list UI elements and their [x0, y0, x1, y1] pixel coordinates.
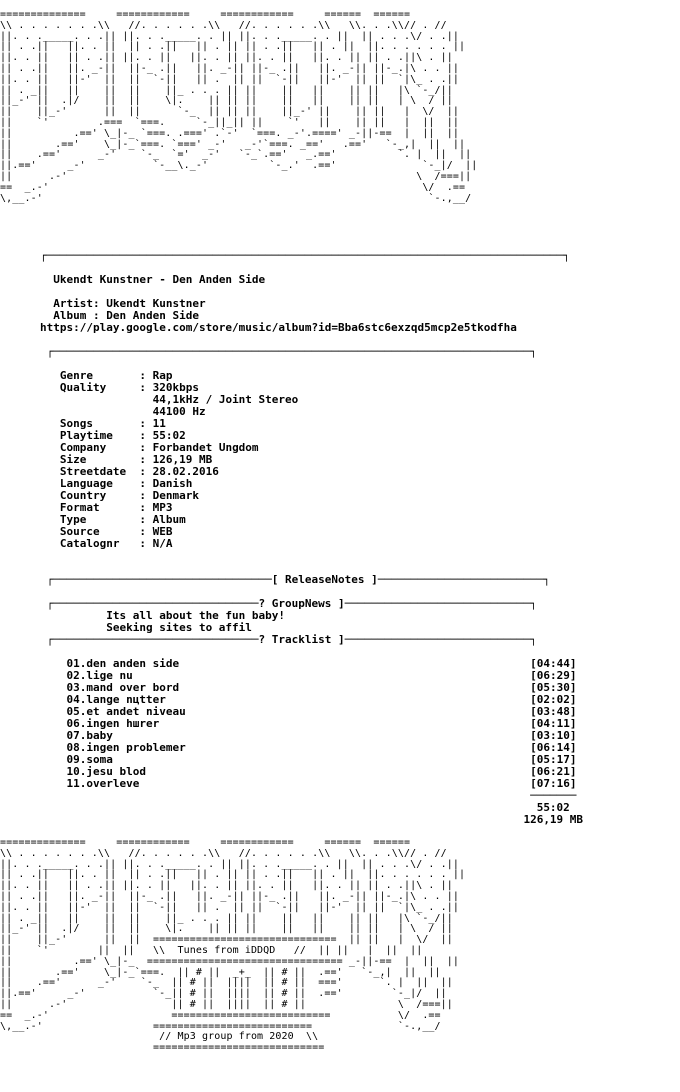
details-list [40, 369, 298, 550]
ascii-art-footer-text: ============== ============ ============ ====== ====== \\ . . . . . . .\\ //. . . . . .\\ //. . . . . .\\ \\. . .\\// . // ||. . ._____. . .|| ||. . ._____. . || ||. . ._____. . || || . . .\/ . .|| || . .|| ||. . || || . .|| || . || || . .|| || . || ||. . . . . . || ||. . || || . .|| ||. . || ||. . || ||. . || ||. . || || . .||\ . || || . .|| ||. _-|| ||-_ .|| ||. _-|| ||-_ .|| ||. _-|| ||-_.|\ . . || ||. . || ||-' || || `-|| || . || || `-|| ||-' || || `|\_ . .|| || . _|| || || || ||_ . . . || || || || || || |\ `-_/|| ||_-' || .|/ || || \|. || || || || || || || | \ / || || ||_-' || || ============================== || || | \/ || || `' || || \\ Tunes from iDDQD // || || | || || || .==' \_|-_ ================================ _-||-== | || || || .==' \_|-_`===. || # || _+_ || # || .==' `-_,| || || || .==' _-' `-_ || # || |||| || # || ===' `. | || || ||.==' _-' `-_|| # || |||| || # || .==' `-_|/ || || .-' || # || |||| || # || \ /===|| == _.-' ========================== \/ .== \,__.-' ========================== `-.,__/ // Mp3 group from 2020 \\ ============================ [0, 838, 466, 1054]
detail-label: Country : [40, 489, 153, 502]
artist-line: Artist: Ukendt Kunstner [53, 297, 206, 310]
track-time: [06:21] [530, 765, 577, 778]
track-name: 11.overleve [40, 777, 531, 790]
track-name: 01.den anden side [40, 657, 531, 670]
tracklist-rule: ┌─────────────────────────────── [40, 633, 259, 646]
detail-label: Catalognr : [40, 537, 153, 550]
group-news-header: ? GroupNews ] [258, 597, 345, 610]
track-time: [02:02] [530, 693, 577, 706]
track-name: 03.mand over bord [40, 681, 531, 694]
track-time: [05:30] [530, 681, 577, 694]
totals-rule: ─────── [40, 789, 577, 802]
detail-label: Streetdate : [40, 465, 153, 478]
detail-label: Size : [40, 453, 153, 466]
track-name: 08.ingen problemer [40, 741, 531, 754]
track-time: [06:29] [530, 669, 577, 682]
track-time: [03:10] [530, 729, 577, 742]
track-time: [07:16] [530, 777, 577, 790]
track-name: 07.baby [40, 729, 531, 742]
track-time: [04:11] [530, 717, 577, 730]
track-name: 02.lige nu [40, 669, 531, 682]
title-line: Ukendt Kunstner - Den Anden Side [53, 273, 266, 286]
group-news-lines [40, 609, 285, 634]
detail-label: Language : [40, 477, 153, 490]
top-rule: ┌──────────────────────────────────────────────────────────────────────────────┐ [40, 249, 570, 262]
tracklist-header: ? Tracklist ] [258, 633, 345, 646]
ascii-art-header [0, 10, 680, 245]
detail-value: 44,1kHz / Joint Stereo [152, 393, 299, 406]
detail-value: 11 [152, 417, 166, 430]
detail-value: 126,19 MB [152, 453, 213, 466]
track-time: [04:44] [530, 657, 577, 670]
detail-value: MP3 [152, 501, 173, 514]
release-notes-header: [ ReleaseNotes ] [271, 573, 378, 586]
detail-value: 320kbps [152, 381, 199, 394]
detail-value: Forbandet Ungdom [152, 441, 259, 454]
detail-label: Songs : [40, 417, 153, 430]
detail-label: Source : [40, 525, 153, 538]
ascii-art-footer [0, 838, 680, 1088]
detail-label: Playtime : [40, 429, 153, 442]
detail-label: Format : [40, 501, 153, 514]
total-size: 126,19 MB [40, 813, 584, 826]
detail-row [40, 537, 172, 550]
detail-value: Denmark [152, 489, 199, 502]
group-news-line: Seeking sites to affil [106, 621, 252, 634]
release-notes-rule: ┌───────────────────────────────── [46, 573, 272, 586]
total-time: 55:02 [40, 801, 570, 814]
details-rule: ┌────────────────────────────────────────────────────────────────────────┐ [46, 345, 537, 358]
detail-value: N/A [152, 537, 173, 550]
track-time: [05:17] [530, 753, 577, 766]
track-name: 10.jesu blod [40, 765, 531, 778]
detail-value: 55:02 [152, 429, 186, 442]
detail-value: Rap [152, 369, 173, 382]
detail-value: WEB [152, 525, 173, 538]
detail-label: Type : [40, 513, 153, 526]
track-name: 05.et andet niveau [40, 705, 531, 718]
detail-label: Genre : [40, 369, 153, 382]
nfo-body [40, 250, 680, 826]
nfo-body-text: ┌──────────────────────────────────────────────────────────────────────────────┐ Ukendt Kunstner - Den Anden Side Artist: Ukendt Kunstner Album : Den Anden Side https://play.google.com/store/music/album?id=Bba6stc6exzqd5mcp2e5tkodfha ┌────────────────────────────────────────────────────────────────────────┐ Genre : Rap Quality : 320kbps 44,1kHz / Joint Stereo 44100 Hz Songs : 11 Playtime : 55:02 Company : Forbandet Ungdom Size : 126,19 MB Streetdate : 28.02.2016 Language : Danish Country : Denmark Format : MP3 Type : Album Source : WEB Catalognr : N/A ┌─────────────────────────────────[ ReleaseNotes ]─────────────────────────┐ ┌───────────────────────────────? GroupNews ]────────────────────────────┐ Its all about the fun baby! Seeking sites to affil ┌───────────────────────────────? Tracklist ]────────────────────────────┐ 01.den anden side [04:44] 02.lige nu [06:29] 03.mand over bord [05:30] 04.lange nцtter [02:02] 05.et andet niveau [03:48] 06.ingen hшrer [04:11] 07.baby [03:10] 08.ingen problemer [06:14] 09.soma [05:17] 10.jesu blod [06:21] 11.overleve [07:16] ─────── 55:02 126,19 MB [40, 249, 584, 826]
track-time: [06:14] [530, 741, 577, 754]
group-news-rule: ┌─────────────────────────────── [46, 597, 259, 610]
ascii-art-header-text: ============== ============ ============ ====== ====== \\ . . . . . . .\\ //. . . . . .\\ //. . . . . .\\ \\. . .\\// . // ||. . ._____. . .|| ||. . ._____. . || ||. . ._____. . || || . . .\/ . .|| || . .|| ||. . || || . .|| || . || || . .|| || . || ||. . . . . . || ||. . || || . .|| ||. . || ||. . || ||. . || ||. . || || . .||\ . || || . .|| ||. _-|| ||-_ .|| ||. _-|| ||-_ .|| ||. _-|| ||-_.|\ . . || ||. . || ||-' || || `-|| || . || || `-|| ||-' || || `|\_ . .|| || . _|| || || || ||_ . . . || || || || || || |\ `-_/|| ||_-' || .|/ || || \|. || || || || || || || | \ / || || ||_-' || || `-_ || || || ||_-' || || || | \/ || || `' .=== `===. `-_||_|| || `' || || || | || || || .==' \_|-_ `===. .===' .`-' `===. _-'.====' _-||-== | || || || .==' \_|-_`===. `===' _-' _-'`===. _==' .==' `-_,| || || || .==' _-' `-_ `=' _-' `-_`.==' _.==' `. | || || ||.==' _-' `-__\._-' `-_.' .==' `-_|/ || || .-' \ /===|| == _.-' \/ .== \,__.-' `-.,__/ [0, 10, 478, 204]
detail-value: Album [152, 513, 186, 526]
detail-value: Danish [152, 477, 193, 490]
track-list [40, 657, 576, 790]
track-time: [03:48] [530, 705, 577, 718]
detail-value: 28.02.2016 [152, 465, 219, 478]
album-line: Album : Den Anden Side [53, 309, 199, 322]
track-name: 04.lange nцtter [40, 693, 531, 706]
track-name: 06.ingen hшrer [40, 717, 531, 730]
detail-label: Company : [40, 441, 153, 454]
detail-label: Quality : [40, 381, 153, 394]
album-url: https://play.google.com/store/music/album?id=Bba6stc6exzqd5mcp2e5tkodfha [40, 321, 517, 334]
detail-value: 44100 Hz [152, 405, 206, 418]
group-news-line: Its all about the fun baby! [106, 609, 286, 622]
track-name: 09.soma [40, 753, 531, 766]
